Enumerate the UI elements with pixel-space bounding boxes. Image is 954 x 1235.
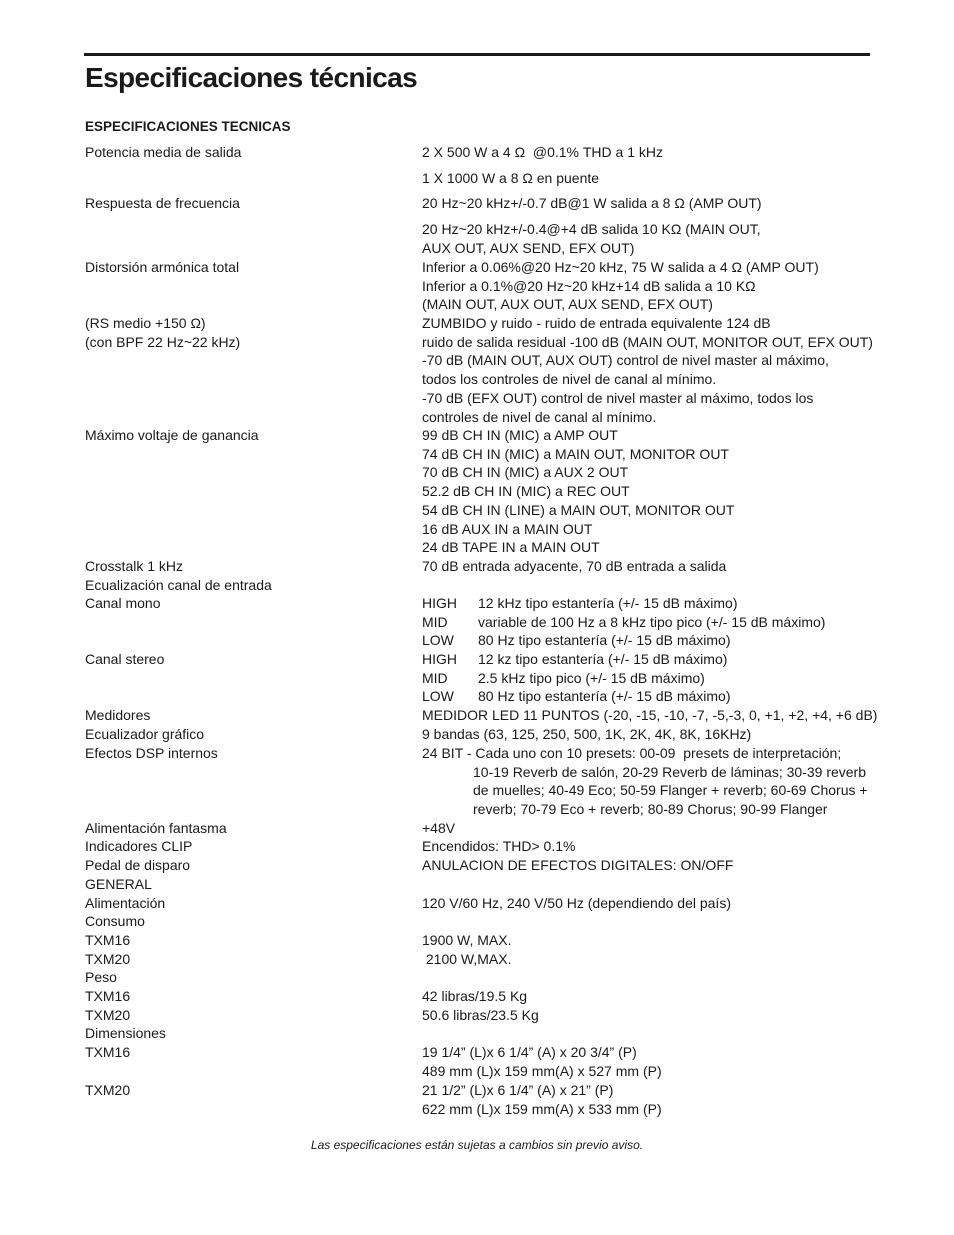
eq-band-desc: 2.5 kHz tipo pico (+/- 15 dB máximo)	[478, 669, 705, 686]
spec-label: TXM20	[85, 1007, 131, 1023]
eq-band-line	[422, 687, 731, 706]
eq-band-desc: 80 Hz tipo estantería (+/- 15 dB máximo)	[478, 632, 731, 649]
spec-value	[422, 706, 877, 725]
spec-value	[422, 856, 733, 875]
spec-value-line: 70 dB entrada adyacente, 70 dB entrada a salida	[422, 558, 727, 574]
spec-label: Potencia media de salida	[85, 144, 242, 160]
spec-value-line: 42 libras/19.5 Kg	[422, 988, 528, 1004]
eq-band-name: HIGH	[422, 595, 457, 611]
spec-value-line: controles de nivel de canal al mínimo.	[422, 408, 657, 425]
eq-band-line	[422, 631, 825, 650]
spec-label: Canal mono	[85, 595, 161, 611]
eq-band-desc: variable de 100 Hz a 8 kHz tipo pico (+/- 15 dB máximo)	[478, 613, 826, 630]
spec-label: TXM16	[85, 932, 131, 948]
spec-value-line: Encendidos: THD> 0.1%	[422, 838, 576, 854]
spec-value-line: 622 mm (L)x 159 mm(A) x 533 mm (P)	[422, 1100, 662, 1117]
spec-label: Dimensiones	[85, 1025, 166, 1041]
section-heading: ESPECIFICACIONES TECNICAS	[85, 119, 291, 134]
spec-label: (RS medio +150 Ω) (con BPF 22 Hz~22 kHz)	[85, 315, 241, 350]
spec-value-line: 21 1/2” (L)x 6 1/4” (A) x 21” (P)	[422, 1082, 614, 1098]
eq-band-line	[422, 594, 825, 613]
spec-value	[422, 894, 731, 913]
spec-label: Pedal de disparo	[85, 857, 191, 873]
spec-value	[422, 987, 527, 1006]
eq-band-line	[422, 650, 731, 669]
spec-value-line: 24 dB TAPE IN a MAIN OUT	[422, 539, 600, 556]
spec-value-line: 20 Hz~20 kHz+/-0.7 dB@1 W salida a 8 Ω (AMP OUT)	[422, 195, 762, 211]
spec-value-line: ruido de salida residual -100 dB (MAIN OUT, MONITOR OUT, EFX OUT)	[422, 333, 873, 350]
spec-value-line: 70 dB CH IN (MIC) a AUX 2 OUT	[422, 464, 629, 481]
spec-value	[422, 725, 751, 744]
spec-value	[422, 169, 599, 188]
spec-label: TXM20	[85, 951, 131, 967]
spec-value	[422, 426, 734, 557]
spec-value-line: 2100 W,MAX.	[422, 951, 512, 967]
spec-label: Peso	[85, 969, 117, 985]
spec-value-line: 1900 W, MAX.	[422, 932, 512, 948]
spec-value-line: 24 BIT - Cada uno con 10 presets: 00-09 presets de interpretación;	[422, 745, 842, 761]
spec-value	[422, 220, 761, 257]
spec-value	[422, 1006, 539, 1025]
spec-value-line-indented: de muelles; 40-49 Eco; 50-59 Flanger + reverb; 60-69 Chorus +	[473, 782, 868, 799]
spec-label: GENERAL	[85, 876, 152, 892]
spec-value-line: 16 dB AUX IN a MAIN OUT	[422, 520, 593, 537]
eq-band-desc: 80 Hz tipo estantería (+/- 15 dB máximo)	[478, 688, 731, 705]
spec-value-line: Inferior a 0.06%@20 Hz~20 kHz, 75 W salida a 4 Ω (AMP OUT)	[422, 259, 819, 275]
spec-label: TXM16	[85, 1044, 131, 1060]
spec-value-line: 120 V/60 Hz, 240 V/50 Hz (dependiendo del país)	[422, 895, 731, 911]
title-rule	[84, 53, 870, 56]
spec-value	[422, 594, 825, 650]
spec-value-line: ANULACION DE EFECTOS DIGITALES: ON/OFF	[422, 857, 734, 873]
spec-label: Distorsión armónica total	[85, 259, 240, 275]
spec-label: Consumo	[85, 913, 145, 929]
spec-value-line: 2 X 500 W a 4 Ω @0.1% THD a 1 kHz	[422, 144, 663, 160]
spec-value-line: 52.2 dB CH IN (MIC) a REC OUT	[422, 483, 630, 500]
spec-label: TXM20	[85, 1082, 131, 1098]
spec-value	[422, 143, 663, 162]
spec-label: Máximo voltaje de ganancia	[85, 427, 259, 443]
spec-label: Ecualización canal de entrada	[85, 577, 272, 593]
eq-band-name: MID	[422, 613, 448, 630]
spec-value	[422, 1043, 662, 1080]
spec-value-line: 19 1/4” (L)x 6 1/4” (A) x 20 3/4” (P)	[422, 1044, 637, 1060]
spec-value-line: 1 X 1000 W a 8 Ω en puente	[422, 170, 600, 186]
eq-band-desc: 12 kHz tipo estantería (+/- 15 dB máximo)	[478, 595, 738, 611]
spec-value	[422, 819, 455, 838]
spec-value-line: 54 dB CH IN (LINE) a MAIN OUT, MONITOR OUT	[422, 501, 735, 518]
spec-value	[422, 1081, 662, 1118]
eq-band-line	[422, 669, 731, 688]
spec-value	[422, 314, 873, 426]
spec-label: Canal stereo	[85, 651, 165, 667]
spec-value	[422, 194, 762, 213]
spec-value-line: ZUMBIDO y ruido - ruido de entrada equivalente 124 dB	[422, 315, 771, 331]
spec-value-line: 489 mm (L)x 159 mm(A) x 527 mm (P)	[422, 1062, 662, 1079]
spec-value-line-indented: reverb; 70-79 Eco + reverb; 80-89 Chorus; 90-99 Flanger	[473, 801, 828, 818]
footer-note: Las especificaciones están sujetas a cambios sin previo aviso.	[310, 1138, 644, 1152]
spec-value-line: AUX OUT, AUX SEND, EFX OUT)	[422, 239, 635, 256]
spec-label: Efectos DSP internos	[85, 745, 218, 761]
spec-value-line: 20 Hz~20 kHz+/-0.4@+4 dB salida 10 KΩ (MAIN OUT,	[422, 221, 761, 237]
spec-value-line: -70 dB (EFX OUT) control de nivel master al máximo, todos los	[422, 389, 814, 406]
spec-value-line: 74 dB CH IN (MIC) a MAIN OUT, MONITOR OUT	[422, 445, 729, 462]
spec-value-line: +48V	[422, 820, 456, 836]
spec-label: TXM16	[85, 988, 131, 1004]
eq-band-desc: 12 kz tipo estantería (+/- 15 dB máximo)	[478, 651, 728, 667]
spec-value	[422, 744, 868, 819]
spec-value	[422, 950, 511, 969]
spec-value-line: 99 dB CH IN (MIC) a AMP OUT	[422, 427, 618, 443]
page-title: Especificaciones técnicas	[85, 62, 418, 93]
eq-band-line	[422, 613, 825, 632]
spec-value	[422, 258, 819, 314]
spec-value-line: 9 bandas (63, 125, 250, 500, 1K, 2K, 4K, 8K, 16KHz)	[422, 726, 752, 742]
spec-value	[422, 931, 511, 950]
eq-band-name: HIGH	[422, 651, 457, 667]
spec-label: Ecualizador gráfico	[85, 726, 205, 742]
spec-value-line-indented: 10-19 Reverb de salón, 20-29 Reverb de láminas; 30-39 reverb	[473, 763, 867, 780]
spec-label: Indicadores CLIP	[85, 838, 193, 854]
spec-label: Alimentación fantasma	[85, 820, 227, 836]
spec-value	[422, 650, 731, 706]
spec-label: Medidores	[85, 707, 151, 723]
eq-band-name: MID	[422, 669, 448, 686]
spec-value-line: MEDIDOR LED 11 PUNTOS (-20, -15, -10, -7, -5,-3, 0, +1, +2, +4, +6 dB)	[422, 707, 878, 723]
spec-value-line: 50.6 libras/23.5 Kg	[422, 1007, 539, 1023]
spec-value-line: todos los controles de nivel de canal al mínimo.	[422, 371, 717, 388]
spec-label: Crosstalk 1 kHz	[85, 558, 184, 574]
spec-label: Respuesta de frecuencia	[85, 195, 240, 211]
eq-band-name: LOW	[422, 632, 454, 649]
spec-value	[422, 557, 726, 576]
spec-label: Alimentación	[85, 895, 166, 911]
eq-band-name: LOW	[422, 688, 454, 705]
spec-value-line: (MAIN OUT, AUX OUT, AUX SEND, EFX OUT)	[422, 296, 713, 313]
spec-value-line: -70 dB (MAIN OUT, AUX OUT) control de nivel master al máximo,	[422, 352, 829, 369]
spec-value-line: Inferior a 0.1%@20 Hz~20 kHz+14 dB salida a 10 KΩ	[422, 277, 756, 294]
spec-value	[422, 837, 575, 856]
